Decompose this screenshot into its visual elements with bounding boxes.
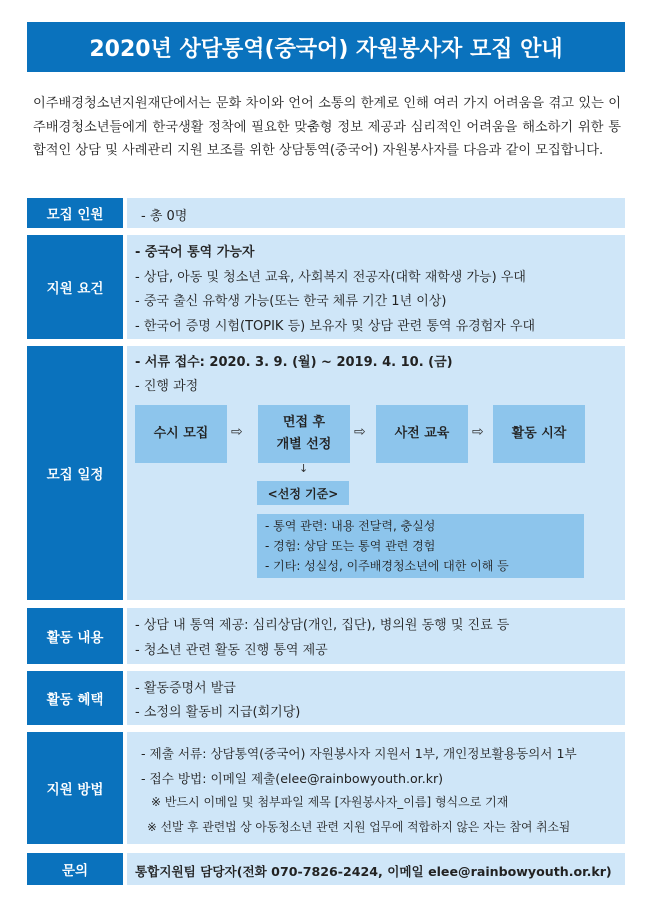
benefit-item: - 소정의 활동비 지급(회기당) (135, 705, 301, 720)
content-recruit-count (127, 198, 625, 228)
label-activities: 활동 내용 (27, 608, 123, 664)
flow-step-start: 활동 시작 (493, 405, 585, 463)
label-contact: 문의 (27, 853, 123, 885)
down-arrow-icon: ↓ (299, 462, 309, 475)
flow-arrow-icon: ⇨ (472, 424, 484, 440)
requirement-item: - 한국어 증명 시험(TOPIK 등) 보유자 및 상담 관련 통역 유경험자 우대 (135, 319, 536, 334)
apply-item: - 제출 서류: 상담통역(중국어) 자원봉사자 지원서 1부, 개인정보활용동의서 1부 (141, 746, 577, 761)
schedule-deadline: - 서류 접수: 2020. 3. 9. (월) ~ 2019. 4. 10. (금) (135, 355, 453, 370)
contact-value: 통합지원팀 담당자(전화 070-7826-2424, 이메일 elee@rainbowyouth.or.kr) (135, 864, 612, 879)
content-contact (127, 853, 625, 885)
activity-item: - 상담 내 통역 제공: 심리상담(개인, 집단), 병의원 동행 및 진료 등 (135, 618, 510, 633)
content-requirements (127, 235, 625, 339)
flow-step-interview-line2: 개별 선정 (276, 437, 332, 452)
recruit-count-value: - 총 0명 (141, 209, 188, 224)
row-requirements (27, 235, 625, 339)
flow-step-interview (258, 405, 350, 463)
row-apply (27, 732, 625, 844)
requirement-item: - 중국 출신 유학생 가능(또는 한국 체류 기간 1년 이상) (135, 294, 447, 309)
requirement-item: - 중국어 통역 가능자 (135, 245, 255, 260)
apply-note: ※ 반드시 이메일 및 첨부파일 제목 [자원봉사자_이름] 형식으로 기재 (151, 795, 509, 809)
row-activities (27, 608, 625, 664)
flow-arrow-icon: ⇨ (354, 424, 366, 440)
row-recruit-count (27, 198, 625, 228)
row-contact (27, 853, 625, 885)
criteria-item: - 경험: 상담 또는 통역 관련 경험 (265, 539, 436, 553)
flow-step-training: 사전 교육 (376, 405, 468, 463)
label-apply: 지원 방법 (27, 732, 123, 844)
content-activities (127, 608, 625, 664)
label-requirements: 지원 요건 (27, 235, 123, 339)
criteria-item: - 기타: 성실성, 이주배경청소년에 대한 이해 등 (265, 559, 509, 573)
flow-arrow-icon: ⇨ (231, 424, 243, 440)
criteria-box (257, 514, 584, 578)
label-schedule: 모집 일정 (27, 346, 123, 600)
flow-step-interview-line1: 면접 후 (282, 415, 326, 430)
benefit-item: - 활동증명서 발급 (135, 681, 236, 696)
content-apply (127, 732, 625, 844)
apply-item: - 접수 방법: 이메일 제출(elee@rainbowyouth.or.kr) (141, 771, 444, 786)
intro-paragraph: 이주배경청소년지원재단에서는 문화 차이와 언어 소통의 한계로 인해 여러 가지 어려움을 겪고 있는 이주배경청소년들에게 한국생활 정착에 필요한 맞춤형 정보 제공과 심리적인 어려움을 해소하기 위한 통합적인 상담 및 사례관리 지원 보조를 위한 상담통역(중국어) 자원봉사자를 다음과 같이 모집합니다. (33, 96, 621, 158)
row-benefits (27, 671, 625, 725)
flow-step-recruit: 수시 모집 (135, 405, 227, 463)
criteria-item: - 통역 관련: 내용 전달력, 충실성 (265, 519, 436, 533)
label-benefits: 활동 혜택 (27, 671, 123, 725)
requirement-item: - 상담, 아동 및 청소년 교육, 사회복지 전공자(대학 재학생 가능) 우대 (135, 270, 526, 285)
page-title: 2020년 상담통역(중국어) 자원봉사자 모집 안내 (27, 22, 625, 72)
label-recruit-count: 모집 인원 (27, 198, 123, 228)
apply-note: ※ 선발 후 관련법 상 아동청소년 관련 지원 업무에 적합하지 않은 자는 참여 취소됨 (147, 820, 571, 834)
content-benefits (127, 671, 625, 725)
criteria-title: <선정 기준> (257, 481, 349, 505)
schedule-process-label: - 진행 과정 (135, 379, 199, 394)
activity-item: - 청소년 관련 활동 진행 통역 제공 (135, 643, 328, 658)
